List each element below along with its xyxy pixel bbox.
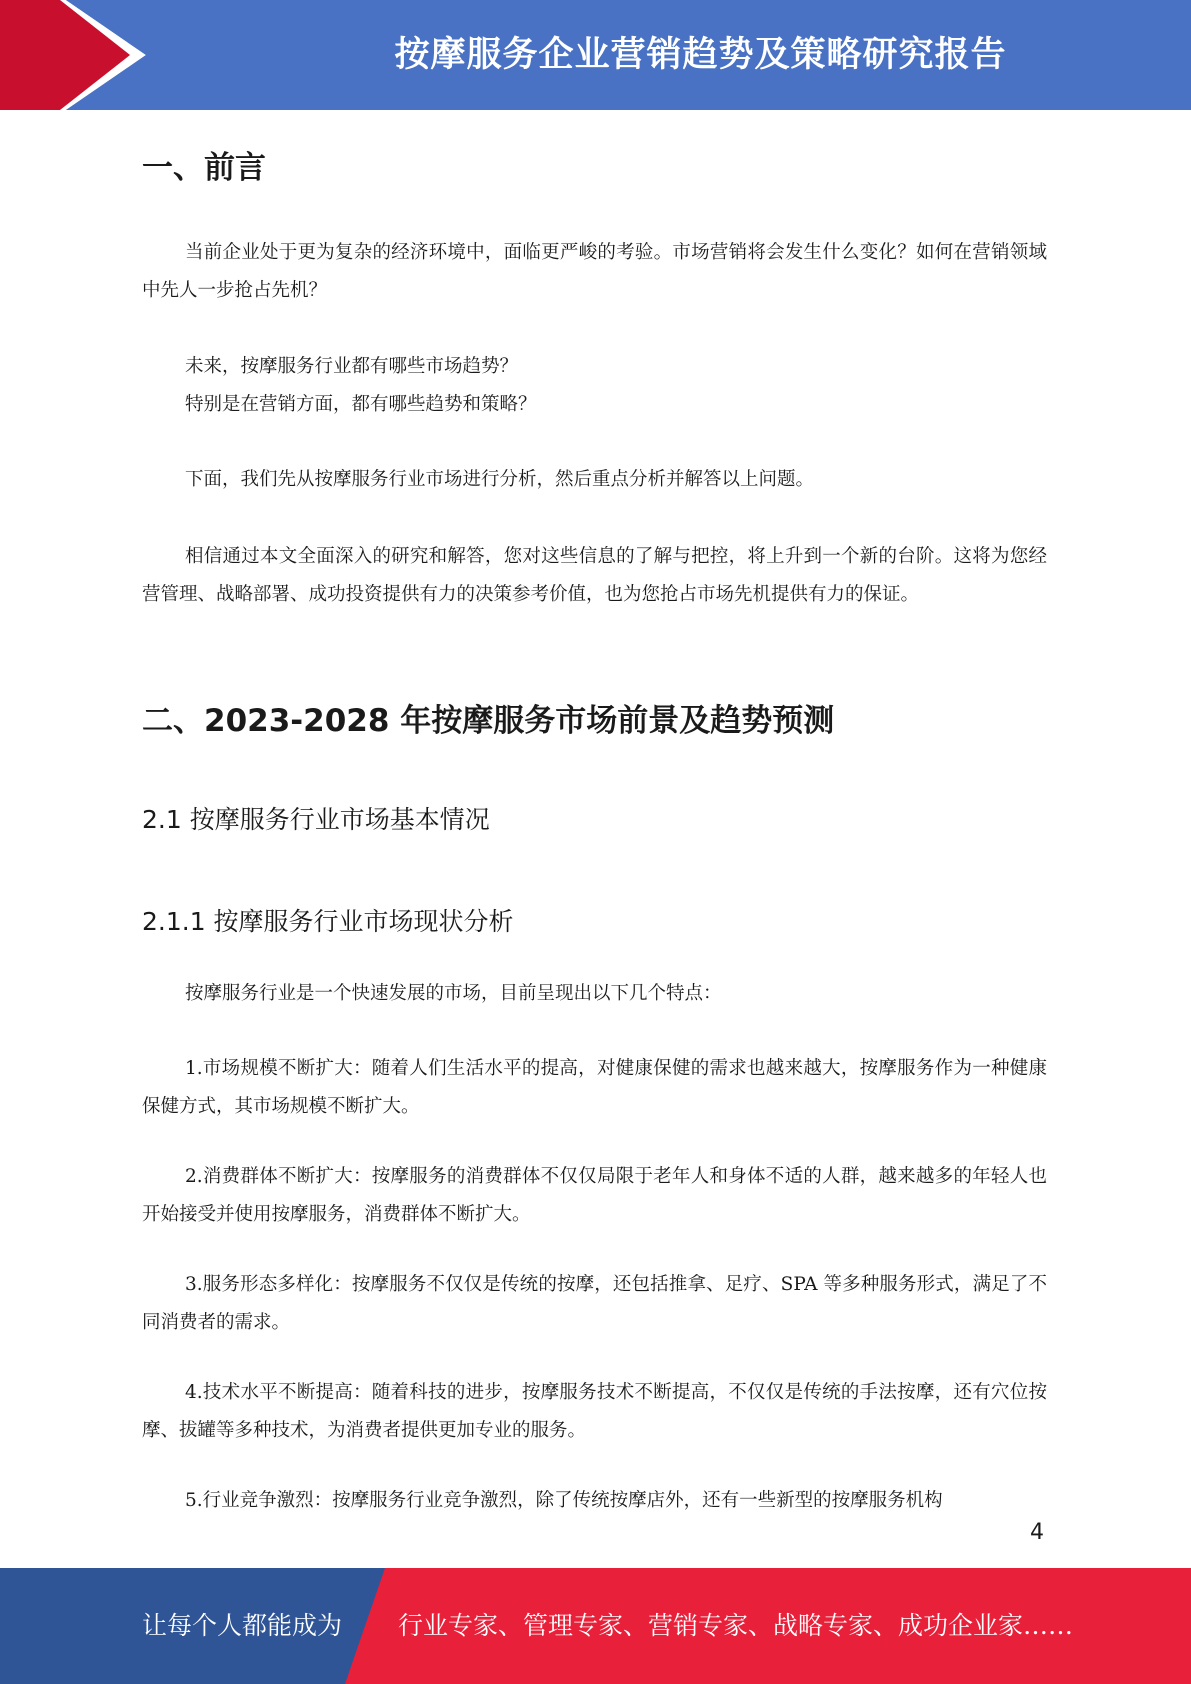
paragraph: 特别是在营销方面，都有哪些趋势和策略？ [185,394,537,415]
paragraph: 相信通过本文全面深入的研究和解答，您对这些信息的了解与把控，将上升到一个新的台阶。这将为您经营管理、战略部署、成功投资提供有力的决策参考价值，也为您抢占市场先机提供有力的保证。 [142,546,1047,605]
list-item: 4.技术水平不断提高：随着科技的进步，按摩服务技术不断提高，不仅仅是传统的手法按摩，还有穴位按摩、拔罐等多种技术，为消费者提供更加专业的服务。 [142,1382,1047,1441]
footer-slogan-right: 行业专家、管理专家、营销专家、战略专家、成功企业家…… [398,1611,1074,1640]
subsubsection-heading: 2.1.1 按摩服务行业市场现状分析 [142,907,514,936]
page-number: 4 [1030,1520,1044,1545]
subsection-heading: 2.1 按摩服务行业市场基本情况 [142,805,490,834]
header-red-chevron-icon [0,0,160,110]
section-heading-preface: 一、前言 [142,150,266,186]
paragraph: 未来，按摩服务行业都有哪些市场趋势？ [185,356,519,377]
footer-banner [0,1568,1191,1684]
header-banner [0,0,1191,110]
report-title: 按摩服务企业营销趋势及策略研究报告 [394,35,1007,75]
list-item: 3.服务形态多样化：按摩服务不仅仅是传统的按摩，还包括推拿、足疗、SPA 等多种服务形式，满足了不同消费者的需求。 [142,1274,1047,1333]
paragraph: 按摩服务行业是一个快速发展的市场，目前呈现出以下几个特点： [185,983,722,1004]
section-heading-forecast: 二、2023-2028 年按摩服务市场前景及趋势预测 [142,703,835,739]
list-item: 5.行业竞争激烈：按摩服务行业竞争激烈，除了传统按摩店外，还有一些新型的按摩服务机构 [185,1490,943,1511]
paragraph: 当前企业处于更为复杂的经济环境中，面临更严峻的考验。市场营销将会发生什么变化？如何在营销领域中先人一步抢占先机？ [142,242,1047,301]
footer-slogan-left: 让每个人都能成为 [142,1611,343,1640]
paragraph: 下面，我们先从按摩服务行业市场进行分析，然后重点分析并解答以上问题。 [185,469,815,490]
list-item: 2.消费群体不断扩大：按摩服务的消费群体不仅仅局限于老年人和身体不适的人群，越来越多的年轻人也开始接受并使用按摩服务，消费群体不断扩大。 [142,1166,1047,1225]
list-item: 1.市场规模不断扩大：随着人们生活水平的提高，对健康保健的需求也越来越大，按摩服务作为一种健康保健方式，其市场规模不断扩大。 [142,1058,1047,1117]
